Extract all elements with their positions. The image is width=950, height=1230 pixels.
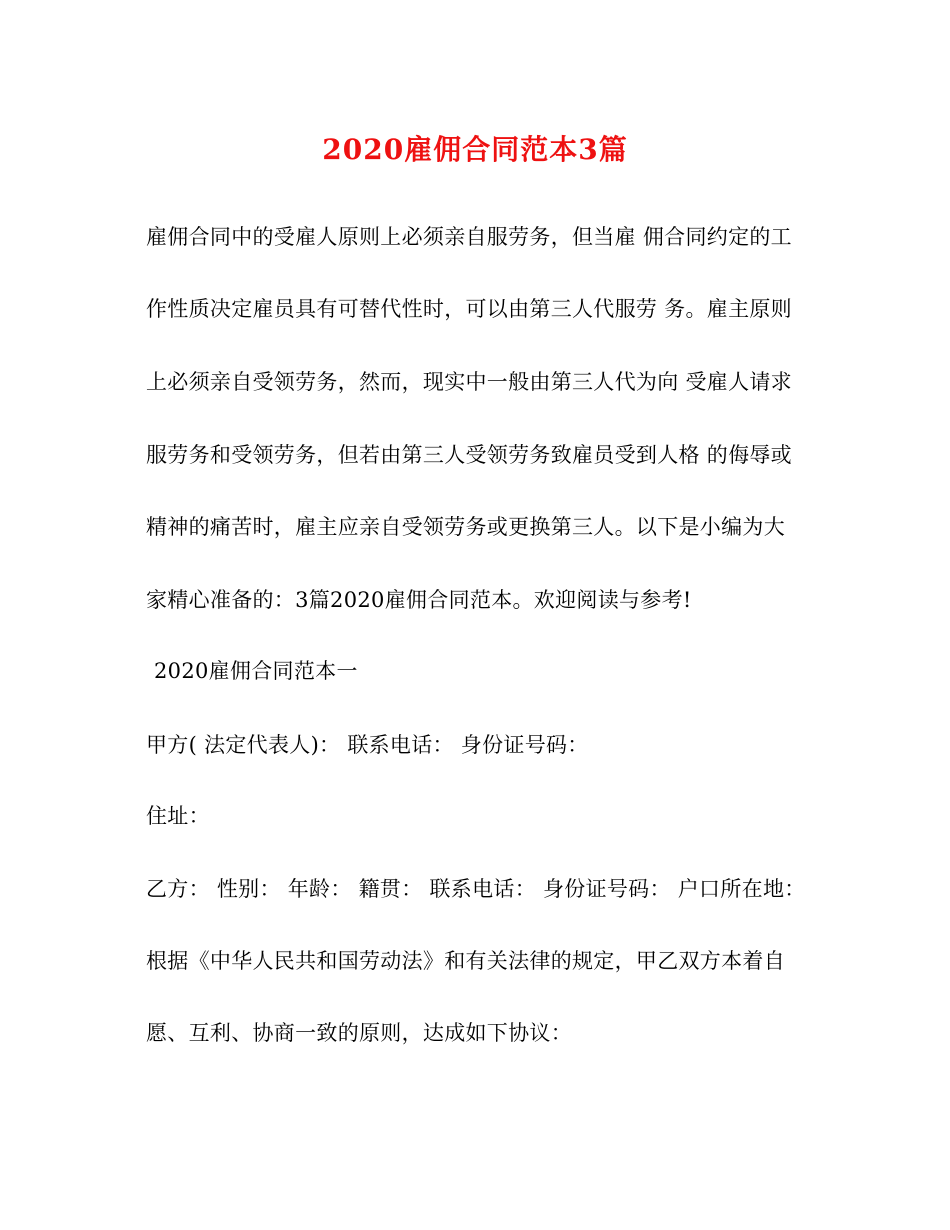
intro-line-2: 作性质决定雇员具有可替代性时，可以由第三人代服劳 务。雇主原则 — [146, 297, 792, 321]
address-line: 住址： — [146, 804, 210, 828]
document-title: 2020雇佣合同范本3篇 — [322, 133, 628, 166]
party-a-line: 甲方( 法定代表人)： 联系电话： 身份证号码： — [146, 733, 589, 757]
intro-line-5: 精神的痛苦时，雇主应亲自受领劳务或更换第三人。以下是小编为大 — [146, 515, 785, 539]
intro-line-6: 家精心准备的：3篇2020雇佣合同范本。欢迎阅读与参考! — [146, 588, 692, 612]
party-b-line: 乙方： 性别： 年龄： 籍贯： 联系电话： 身份证号码： 户口所在地： — [146, 877, 806, 901]
intro-line-3: 上必须亲自受领劳务，然而，现实中一般由第三人代为向 受雇人请求 — [146, 370, 792, 394]
section-heading: 2020雇佣合同范本一 — [154, 659, 358, 683]
intro-line-4: 服劳务和受领劳务，但若由第三人受领劳务致雇员受到人格 的侮辱或 — [146, 443, 792, 467]
agreement-line-1: 根据《中华人民共和国劳动法》和有关法律的规定，甲乙双方本着自 — [146, 949, 785, 973]
agreement-line-2: 愿、互利、协商一致的原则，达成如下协议： — [146, 1021, 572, 1045]
intro-line-1: 雇佣合同中的受雇人原则上必须亲自服劳务，但当雇 佣合同约定的工 — [146, 225, 792, 249]
